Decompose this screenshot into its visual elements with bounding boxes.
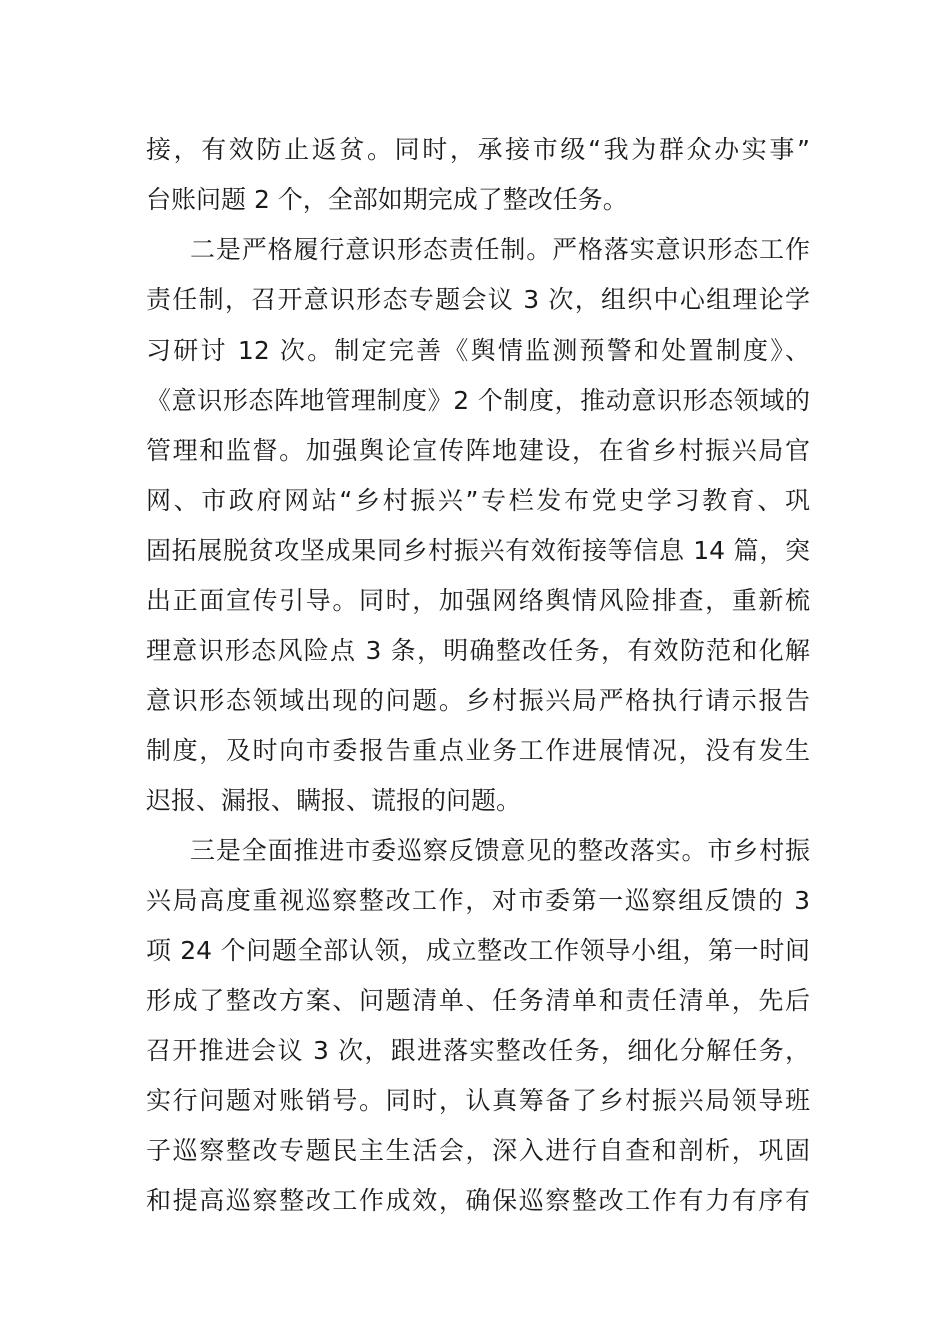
text-line: 网、市政府网站“乡村振兴”专栏发布党史学习教育、巩 [146, 486, 810, 515]
text-line: 制度，及时向市委报告重点业务工作进展情况，没有发生 [146, 736, 810, 765]
text-line: 形成了整改方案、问题清单、任务清单和责任清单，先后 [146, 986, 810, 1015]
text-line: 管理和监督。加强舆论宣传阵地建设，在省乡村振兴局官 [146, 436, 810, 465]
text-line: 意识形态领域出现的问题。乡村振兴局严格执行请示报告 [146, 686, 810, 715]
text-line: 《意识形态阵地管理制度》2 个制度，推动意识形态领域的 [146, 386, 810, 415]
text-line: 和提高巡察整改工作成效，确保巡察整改工作有力有序有 [146, 1186, 810, 1215]
text-line: 固拓展脱贫攻坚成果同乡村振兴有效衔接等信息 14 篇，突 [146, 536, 810, 565]
text-line: 项 24 个问题全部认领，成立整改工作领导小组，第一时间 [146, 936, 810, 965]
text-line: 迟报、漏报、瞒报、谎报的问题。 [146, 786, 522, 815]
text-line: 习研讨 12 次。制定完善《舆情监测预警和处置制度》、 [146, 336, 810, 365]
text-line: 实行问题对账销号。同时，认真筹备了乡村振兴局领导班 [146, 1086, 810, 1115]
paragraph-start-line: 二是严格履行意识形态责任制。严格落实意识形态工作 [190, 235, 810, 264]
paragraph-start-line: 三是全面推进市委巡察反馈意见的整改落实。市乡村振 [190, 836, 810, 865]
text-line: 台账问题 2 个，全部如期完成了整改任务。 [146, 185, 628, 214]
text-line: 子巡察整改专题民主生活会，深入进行自查和剖析，巩固 [146, 1136, 810, 1165]
text-line: 责任制，召开意识形态专题会议 3 次，组织中心组理论学 [146, 285, 810, 314]
text-line: 出正面宣传引导。同时，加强网络舆情风险排查，重新梳 [146, 586, 810, 615]
text-line: 理意识形态风险点 3 条，明确整改任务，有效防范和化解 [146, 636, 810, 665]
text-line: 接，有效防止返贫。同时，承接市级“我为群众办实事” [146, 135, 810, 164]
text-line: 召开推进会议 3 次，跟进落实整改任务，细化分解任务， [146, 1036, 810, 1065]
text-line: 兴局高度重视巡察整改工作，对市委第一巡察组反馈的 3 [146, 886, 810, 915]
